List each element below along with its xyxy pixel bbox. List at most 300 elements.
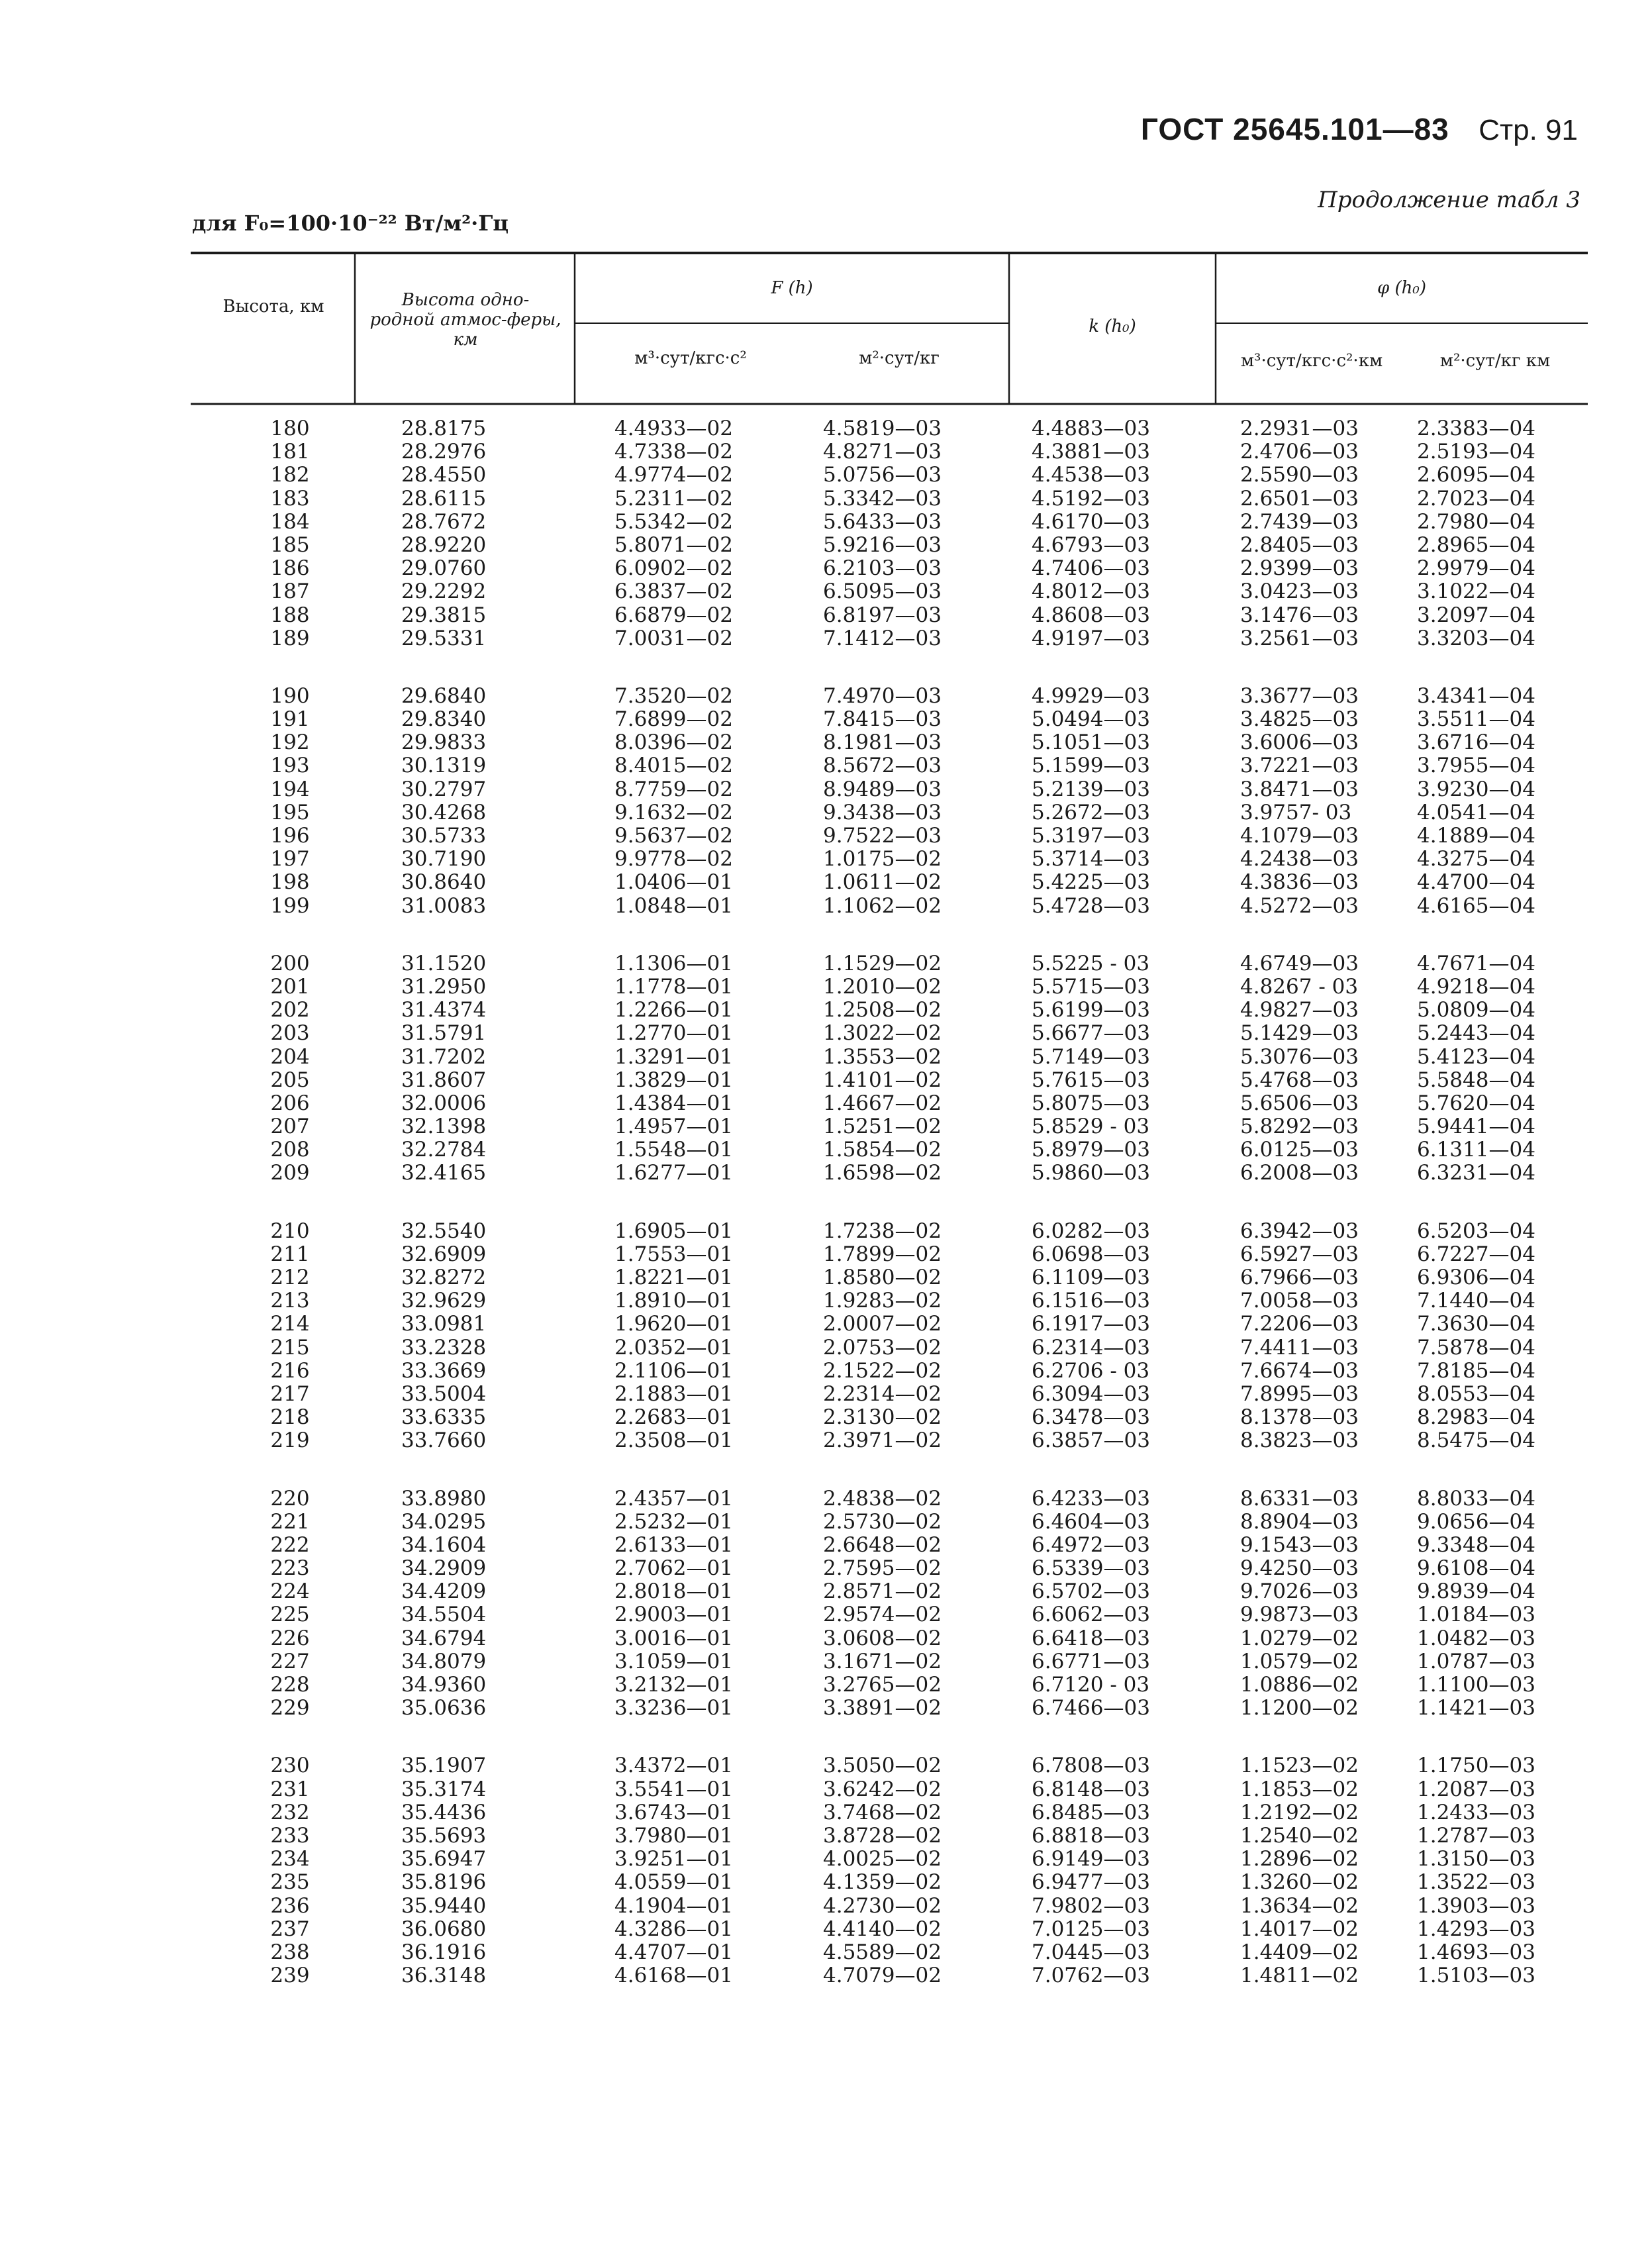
cell-phi-kgs: 9.7026—03 (1240, 1579, 1359, 1604)
cell-altitude: 189 (270, 626, 310, 650)
cell-phi-kg: 4.4700—04 (1417, 870, 1535, 895)
cell-homogeneous-height: 33.2328 (401, 1335, 487, 1360)
cell-phi-kg: 9.3348—04 (1417, 1532, 1535, 1557)
table-row (191, 999, 1588, 1022)
cell-f-kg: 3.5050—02 (823, 1754, 942, 1778)
cell-f-kg: 1.3022—02 (823, 1021, 942, 1046)
cell-f-kgs: 3.5541—01 (614, 1777, 733, 1801)
cell-homogeneous-height: 28.4550 (401, 463, 487, 487)
cell-k: 6.7808—03 (1032, 1754, 1150, 1778)
cell-homogeneous-height: 31.4374 (401, 998, 487, 1022)
cell-phi-kgs: 3.1476—03 (1240, 603, 1359, 627)
cell-homogeneous-height: 36.1916 (401, 1940, 487, 1964)
cell-phi-kgs: 1.4409—02 (1240, 1940, 1359, 1964)
cell-homogeneous-height: 35.6947 (401, 1847, 487, 1871)
cell-altitude: 201 (270, 974, 310, 999)
table-row (191, 417, 1588, 440)
table-row (191, 1022, 1588, 1045)
cell-phi-kg: 3.7955—04 (1417, 754, 1535, 778)
cell-homogeneous-height: 30.2797 (401, 777, 487, 801)
cell-k: 4.8608—03 (1032, 603, 1150, 627)
cell-f-kg: 6.8197—03 (823, 603, 942, 627)
cell-f-kgs: 1.1778—01 (614, 974, 733, 999)
col-header-phi-unit1: м³·сут/кгс·с²·км (1240, 351, 1383, 371)
cell-altitude: 198 (270, 870, 310, 895)
cell-phi-kg: 1.0482—03 (1417, 1626, 1535, 1650)
cell-f-kgs: 8.4015—02 (614, 754, 733, 778)
table-row (191, 1115, 1588, 1138)
cell-phi-kgs: 4.2438—03 (1240, 847, 1359, 872)
cell-phi-kgs: 1.1853—02 (1240, 1777, 1359, 1801)
cell-altitude: 190 (270, 683, 310, 708)
cell-homogeneous-height: 28.9220 (401, 532, 487, 557)
cell-altitude: 226 (270, 1626, 310, 1650)
cell-k: 7.0445—03 (1032, 1940, 1150, 1964)
cell-f-kg: 2.9574—02 (823, 1603, 942, 1627)
cell-homogeneous-height: 34.4209 (401, 1579, 487, 1604)
cell-altitude: 223 (270, 1556, 310, 1581)
cell-altitude: 195 (270, 800, 310, 824)
table-row (191, 1220, 1588, 1243)
cell-f-kgs: 2.9003—01 (614, 1603, 733, 1627)
cell-altitude: 207 (270, 1115, 310, 1139)
cell-phi-kgs: 2.7439—03 (1240, 509, 1359, 534)
table-row (191, 1801, 1588, 1824)
cell-k: 5.1051—03 (1032, 730, 1150, 755)
cell-f-kgs: 6.6879—02 (614, 603, 733, 627)
cell-f-kgs: 4.9774—02 (614, 463, 733, 487)
cell-f-kg: 3.3891—02 (823, 1696, 942, 1720)
table-row (191, 975, 1588, 999)
table-row (191, 1697, 1588, 1720)
cell-homogeneous-height: 31.2950 (401, 974, 487, 999)
cell-homogeneous-height: 34.1604 (401, 1532, 487, 1557)
cell-phi-kg: 1.5103—03 (1417, 1964, 1535, 1988)
cell-homogeneous-height: 29.8340 (401, 707, 487, 732)
cell-phi-kgs: 2.9399—03 (1240, 556, 1359, 581)
cell-altitude: 234 (270, 1847, 310, 1871)
cell-phi-kg: 1.4293—03 (1417, 1917, 1535, 1941)
cell-k: 5.8075—03 (1032, 1091, 1150, 1115)
cell-homogeneous-height: 34.5504 (401, 1603, 487, 1627)
cell-altitude: 185 (270, 532, 310, 557)
table-row (191, 685, 1588, 708)
cell-phi-kgs: 3.3677—03 (1240, 683, 1359, 708)
cell-f-kg: 1.9283—02 (823, 1289, 942, 1313)
cell-k: 4.3881—03 (1032, 440, 1150, 464)
cell-k: 5.6677—03 (1032, 1021, 1150, 1046)
table-row (191, 1069, 1588, 1092)
table-row (191, 557, 1588, 580)
col-header-f-unit2: м²·сут/кг (859, 348, 940, 368)
row-group (191, 952, 1588, 1185)
cell-f-kg: 6.5095—03 (823, 579, 942, 604)
cell-f-kgs: 3.9251—01 (614, 1847, 733, 1871)
cell-f-kg: 1.3553—02 (823, 1044, 942, 1069)
table-row (191, 1406, 1588, 1429)
cell-phi-kgs: 7.8995—03 (1240, 1381, 1359, 1406)
cell-f-kg: 1.4101—02 (823, 1068, 942, 1092)
cell-f-kgs: 4.1904—01 (614, 1893, 733, 1918)
cell-k: 4.9929—03 (1032, 683, 1150, 708)
cell-f-kg: 1.7899—02 (823, 1242, 942, 1266)
cell-f-kgs: 2.2683—01 (614, 1405, 733, 1430)
cell-f-kg: 1.6598—02 (823, 1161, 942, 1185)
cell-altitude: 213 (270, 1289, 310, 1313)
cell-phi-kgs: 6.5927—03 (1240, 1242, 1359, 1266)
data-table (191, 250, 1588, 1988)
cell-homogeneous-height: 32.1398 (401, 1115, 487, 1139)
table-row (191, 604, 1588, 627)
cell-f-kgs: 7.3520—02 (614, 683, 733, 708)
cell-altitude: 228 (270, 1673, 310, 1697)
cell-altitude: 231 (270, 1777, 310, 1801)
cell-f-kgs: 9.5637—02 (614, 824, 733, 848)
cell-f-kg: 1.2010—02 (823, 974, 942, 999)
cell-phi-kg: 7.3630—04 (1417, 1312, 1535, 1336)
cell-altitude: 212 (270, 1266, 310, 1289)
cell-phi-kg: 8.8033—04 (1417, 1486, 1535, 1511)
table-row (191, 580, 1588, 603)
cell-f-kg: 2.3971—02 (823, 1428, 942, 1453)
cell-k: 4.6170—03 (1032, 509, 1150, 534)
cell-k: 6.8485—03 (1032, 1800, 1150, 1824)
cell-phi-kgs: 6.0125—03 (1240, 1138, 1359, 1162)
cell-altitude: 220 (270, 1486, 310, 1511)
cell-f-kgs: 8.0396—02 (614, 730, 733, 755)
table-row (191, 1871, 1588, 1894)
cell-f-kg: 3.1671—02 (823, 1649, 942, 1673)
cell-k: 7.0762—03 (1032, 1964, 1150, 1988)
cell-k: 5.8979—03 (1032, 1138, 1150, 1162)
table-row (191, 1824, 1588, 1848)
cell-homogeneous-height: 32.6909 (401, 1242, 487, 1266)
table-row (191, 801, 1588, 824)
cell-k: 6.1917—03 (1032, 1312, 1150, 1336)
cell-k: 5.3197—03 (1032, 824, 1150, 848)
cell-phi-kg: 6.7227—04 (1417, 1242, 1535, 1266)
cell-phi-kgs: 4.6749—03 (1240, 951, 1359, 975)
cell-altitude: 233 (270, 1823, 310, 1848)
cell-phi-kg: 4.9218—04 (1417, 974, 1535, 999)
cell-k: 6.6418—03 (1032, 1626, 1150, 1650)
cell-altitude: 199 (270, 893, 310, 918)
table-row (191, 1336, 1588, 1360)
cell-phi-kg: 7.8185—04 (1417, 1358, 1535, 1383)
cell-k: 5.2139—03 (1032, 777, 1150, 801)
table-row (191, 1266, 1588, 1289)
cell-f-kgs: 1.0406—01 (614, 870, 733, 895)
cell-phi-kg: 5.4123—04 (1417, 1044, 1535, 1069)
cell-phi-kg: 5.5848—04 (1417, 1068, 1535, 1092)
cell-phi-kgs: 6.2008—03 (1240, 1161, 1359, 1185)
cell-f-kg: 6.2103—03 (823, 556, 942, 581)
cell-k: 6.1516—03 (1032, 1289, 1150, 1313)
cell-k: 5.3714—03 (1032, 847, 1150, 872)
cell-altitude: 181 (270, 440, 310, 464)
cell-k: 6.7466—03 (1032, 1696, 1150, 1720)
cell-phi-kg: 1.1750—03 (1417, 1754, 1535, 1778)
cell-altitude: 218 (270, 1405, 310, 1430)
cell-f-kgs: 3.6743—01 (614, 1800, 733, 1824)
table-row (191, 754, 1588, 777)
cell-f-kgs: 5.2311—02 (614, 486, 733, 511)
table-row (191, 1918, 1588, 1941)
cell-k: 4.5192—03 (1032, 486, 1150, 511)
cell-phi-kg: 8.2983—04 (1417, 1405, 1535, 1430)
cell-phi-kgs: 1.2896—02 (1240, 1847, 1359, 1871)
cell-homogeneous-height: 33.5004 (401, 1381, 487, 1406)
cell-f-kgs: 4.0559—01 (614, 1870, 733, 1895)
cell-homogeneous-height: 31.0083 (401, 893, 487, 918)
cell-phi-kgs: 8.3823—03 (1240, 1428, 1359, 1453)
cell-phi-kgs: 5.8292—03 (1240, 1115, 1359, 1139)
table-row (191, 1429, 1588, 1452)
cell-homogeneous-height: 35.0636 (401, 1696, 487, 1720)
cell-f-kg: 4.2730—02 (823, 1893, 942, 1918)
table-row (191, 627, 1588, 650)
table-row (191, 1580, 1588, 1603)
cell-f-kg: 4.8271—03 (823, 440, 942, 464)
cell-phi-kgs: 3.4825—03 (1240, 707, 1359, 732)
cell-phi-kgs: 1.1200—02 (1240, 1696, 1359, 1720)
cell-homogeneous-height: 30.1319 (401, 754, 487, 778)
cell-phi-kg: 5.2443—04 (1417, 1021, 1535, 1046)
cell-phi-kg: 5.9441—04 (1417, 1115, 1535, 1139)
cell-phi-kg: 6.3231—04 (1417, 1161, 1535, 1185)
table-row (191, 1650, 1588, 1673)
cell-altitude: 208 (270, 1138, 310, 1162)
cell-phi-kg: 2.8965—04 (1417, 532, 1535, 557)
cell-k: 6.0698—03 (1032, 1242, 1150, 1266)
cell-phi-kg: 3.6716—04 (1417, 730, 1535, 755)
cell-homogeneous-height: 35.3174 (401, 1777, 487, 1801)
cell-f-kg: 5.9216—03 (823, 532, 942, 557)
cell-phi-kgs: 5.4768—03 (1240, 1068, 1359, 1092)
cell-f-kg: 2.2314—02 (823, 1381, 942, 1406)
col-header-f: F (h) (771, 278, 813, 298)
cell-k: 6.7120 - 03 (1032, 1673, 1150, 1697)
cell-phi-kgs: 9.4250—03 (1240, 1556, 1359, 1581)
cell-phi-kg: 3.3203—04 (1417, 626, 1535, 650)
cell-phi-kgs: 1.2192—02 (1240, 1800, 1359, 1824)
cell-homogeneous-height: 30.4268 (401, 800, 487, 824)
cell-homogeneous-height: 32.5540 (401, 1219, 487, 1243)
cell-f-kgs: 6.3837—02 (614, 579, 733, 604)
cell-homogeneous-height: 28.8175 (401, 417, 487, 440)
cell-homogeneous-height: 33.0981 (401, 1312, 487, 1336)
cell-k: 6.3094—03 (1032, 1381, 1150, 1406)
cell-k: 6.4972—03 (1032, 1532, 1150, 1557)
cell-homogeneous-height: 35.9440 (401, 1893, 487, 1918)
table-row (191, 1534, 1588, 1557)
table-row (191, 1673, 1588, 1697)
cell-f-kg: 2.3130—02 (823, 1405, 942, 1430)
table-row (191, 1313, 1588, 1336)
cell-f-kgs: 2.4357—01 (614, 1486, 733, 1511)
cell-phi-kgs: 9.1543—03 (1240, 1532, 1359, 1557)
cell-f-kgs: 2.5232—01 (614, 1509, 733, 1534)
cell-f-kgs: 2.0352—01 (614, 1335, 733, 1360)
cell-phi-kg: 1.1421—03 (1417, 1696, 1535, 1720)
cell-f-kg: 4.0025—02 (823, 1847, 942, 1871)
cell-k: 5.9860—03 (1032, 1161, 1150, 1185)
cell-phi-kgs: 3.8471—03 (1240, 777, 1359, 801)
cell-f-kgs: 7.0031—02 (614, 626, 733, 650)
cell-f-kg: 8.5672—03 (823, 754, 942, 778)
page-number: Стр. 91 (1479, 114, 1578, 146)
cell-phi-kg: 1.4693—03 (1417, 1940, 1535, 1964)
cell-phi-kgs: 5.6506—03 (1240, 1091, 1359, 1115)
cell-phi-kg: 5.0809—04 (1417, 998, 1535, 1022)
cell-homogeneous-height: 32.8272 (401, 1266, 487, 1289)
cell-k: 6.4604—03 (1032, 1509, 1150, 1534)
cell-k: 6.5702—03 (1032, 1579, 1150, 1604)
cell-phi-kg: 3.1022—04 (1417, 579, 1535, 604)
cell-phi-kgs: 7.6674—03 (1240, 1358, 1359, 1383)
cell-k: 6.3857—03 (1032, 1428, 1150, 1453)
cell-phi-kgs: 8.8904—03 (1240, 1509, 1359, 1534)
cell-f-kgs: 2.3508—01 (614, 1428, 733, 1453)
cell-f-kgs: 2.8018—01 (614, 1579, 733, 1604)
cell-k: 6.8818—03 (1032, 1823, 1150, 1848)
cell-phi-kg: 9.6108—04 (1417, 1556, 1535, 1581)
table-row (191, 1557, 1588, 1580)
cell-phi-kgs: 4.1079—03 (1240, 824, 1359, 848)
cell-k: 6.8148—03 (1032, 1777, 1150, 1801)
cell-altitude: 188 (270, 603, 310, 627)
table-row (191, 871, 1588, 894)
table-row (191, 1360, 1588, 1383)
cell-k: 6.6062—03 (1032, 1603, 1150, 1627)
cell-f-kg: 2.4838—02 (823, 1486, 942, 1511)
cell-altitude: 215 (270, 1335, 310, 1360)
cell-homogeneous-height: 35.5693 (401, 1823, 487, 1848)
cell-altitude: 191 (270, 707, 310, 732)
cell-f-kg: 1.1529—02 (823, 951, 942, 975)
cell-phi-kg: 5.7620—04 (1417, 1091, 1535, 1115)
table-row (191, 1941, 1588, 1964)
cell-phi-kg: 3.5511—04 (1417, 707, 1535, 732)
cell-k: 4.9197—03 (1032, 626, 1150, 650)
table-row (191, 1964, 1588, 1987)
table-row (191, 1046, 1588, 1069)
cell-f-kgs: 7.6899—02 (614, 707, 733, 732)
cell-phi-kg: 2.5193—04 (1417, 440, 1535, 464)
cell-altitude: 217 (270, 1381, 310, 1406)
cell-phi-kg: 1.0184—03 (1417, 1603, 1535, 1627)
cell-k: 5.2672—03 (1032, 800, 1150, 824)
table-row (191, 778, 1588, 801)
cell-f-kg: 7.4970—03 (823, 683, 942, 708)
cell-f-kgs: 1.8910—01 (614, 1289, 733, 1313)
cell-phi-kg: 4.1889—04 (1417, 824, 1535, 848)
cell-k: 5.7149—03 (1032, 1044, 1150, 1069)
cell-altitude: 219 (270, 1428, 310, 1453)
cell-phi-kgs: 3.2561—03 (1240, 626, 1359, 650)
cell-altitude: 203 (270, 1021, 310, 1046)
cell-altitude: 225 (270, 1603, 310, 1627)
cell-f-kgs: 3.2132—01 (614, 1673, 733, 1697)
cell-f-kg: 1.5251—02 (823, 1115, 942, 1139)
table-row (191, 534, 1588, 557)
col-header-homogeneous: Высота одно-родной атмос-феры, км (369, 290, 561, 350)
cell-homogeneous-height: 28.6115 (401, 486, 487, 511)
cell-phi-kg: 2.7980—04 (1417, 509, 1535, 534)
cell-phi-kgs: 2.5590—03 (1240, 463, 1359, 487)
cell-phi-kgs: 3.6006—03 (1240, 730, 1359, 755)
cell-phi-kgs: 1.2540—02 (1240, 1823, 1359, 1848)
row-group (191, 1220, 1588, 1453)
cell-phi-kgs: 9.9873—03 (1240, 1603, 1359, 1627)
cell-phi-kg: 4.6165—04 (1417, 893, 1535, 918)
table-row (191, 1383, 1588, 1406)
cell-f-kgs: 3.0016—01 (614, 1626, 733, 1650)
cell-altitude: 194 (270, 777, 310, 801)
cell-altitude: 209 (270, 1161, 310, 1185)
cell-f-kg: 3.2765—02 (823, 1673, 942, 1697)
cell-homogeneous-height: 29.2292 (401, 579, 487, 604)
cell-f-kg: 9.3438—03 (823, 800, 942, 824)
cell-homogeneous-height: 33.6335 (401, 1405, 487, 1430)
cell-k: 6.9149—03 (1032, 1847, 1150, 1871)
cell-homogeneous-height: 32.4165 (401, 1161, 487, 1185)
cell-altitude: 205 (270, 1068, 310, 1092)
cell-f-kg: 2.5730—02 (823, 1509, 942, 1534)
cell-altitude: 229 (270, 1696, 310, 1720)
cell-phi-kgs: 1.0886—02 (1240, 1673, 1359, 1697)
cell-phi-kg: 4.3275—04 (1417, 847, 1535, 872)
cell-phi-kgs: 3.7221—03 (1240, 754, 1359, 778)
cell-phi-kg: 9.0656—04 (1417, 1509, 1535, 1534)
cell-f-kgs: 1.4384—01 (614, 1091, 733, 1115)
cell-f-kg: 3.8728—02 (823, 1823, 942, 1848)
cell-f-kgs: 4.7338—02 (614, 440, 733, 464)
cell-altitude: 221 (270, 1509, 310, 1534)
cell-k: 6.5339—03 (1032, 1556, 1150, 1581)
cell-f-kgs: 2.7062—01 (614, 1556, 733, 1581)
cell-homogeneous-height: 36.3148 (401, 1964, 487, 1988)
cell-k: 6.0282—03 (1032, 1219, 1150, 1243)
cell-k: 6.2706 - 03 (1032, 1358, 1150, 1383)
cell-phi-kg: 1.3150—03 (1417, 1847, 1535, 1871)
cell-homogeneous-height: 28.7672 (401, 509, 487, 534)
cell-f-kg: 5.0756—03 (823, 463, 942, 487)
cell-f-kg: 2.0007—02 (823, 1312, 942, 1336)
table-row (191, 464, 1588, 487)
cell-f-kgs: 1.6277—01 (614, 1161, 733, 1185)
cell-f-kgs: 1.5548—01 (614, 1138, 733, 1162)
cell-f-kgs: 1.2770—01 (614, 1021, 733, 1046)
cell-phi-kg: 6.9306—04 (1417, 1266, 1535, 1289)
cell-phi-kg: 1.2087—03 (1417, 1777, 1535, 1801)
cell-phi-kg: 1.2433—03 (1417, 1800, 1535, 1824)
table-row (191, 848, 1588, 871)
cell-f-kg: 4.5819—03 (823, 417, 942, 440)
cell-altitude: 216 (270, 1358, 310, 1383)
cell-phi-kg: 1.3522—03 (1417, 1870, 1535, 1895)
cell-altitude: 192 (270, 730, 310, 755)
cell-altitude: 186 (270, 556, 310, 581)
cell-f-kg: 3.6242—02 (823, 1777, 942, 1801)
cell-f-kg: 4.5589—02 (823, 1940, 942, 1964)
table-row (191, 895, 1588, 918)
cell-f-kg: 1.7238—02 (823, 1219, 942, 1243)
cell-homogeneous-height: 31.5791 (401, 1021, 487, 1046)
cell-phi-kg: 2.7023—04 (1417, 486, 1535, 511)
cell-k: 6.6771—03 (1032, 1649, 1150, 1673)
table-row (191, 1289, 1588, 1313)
